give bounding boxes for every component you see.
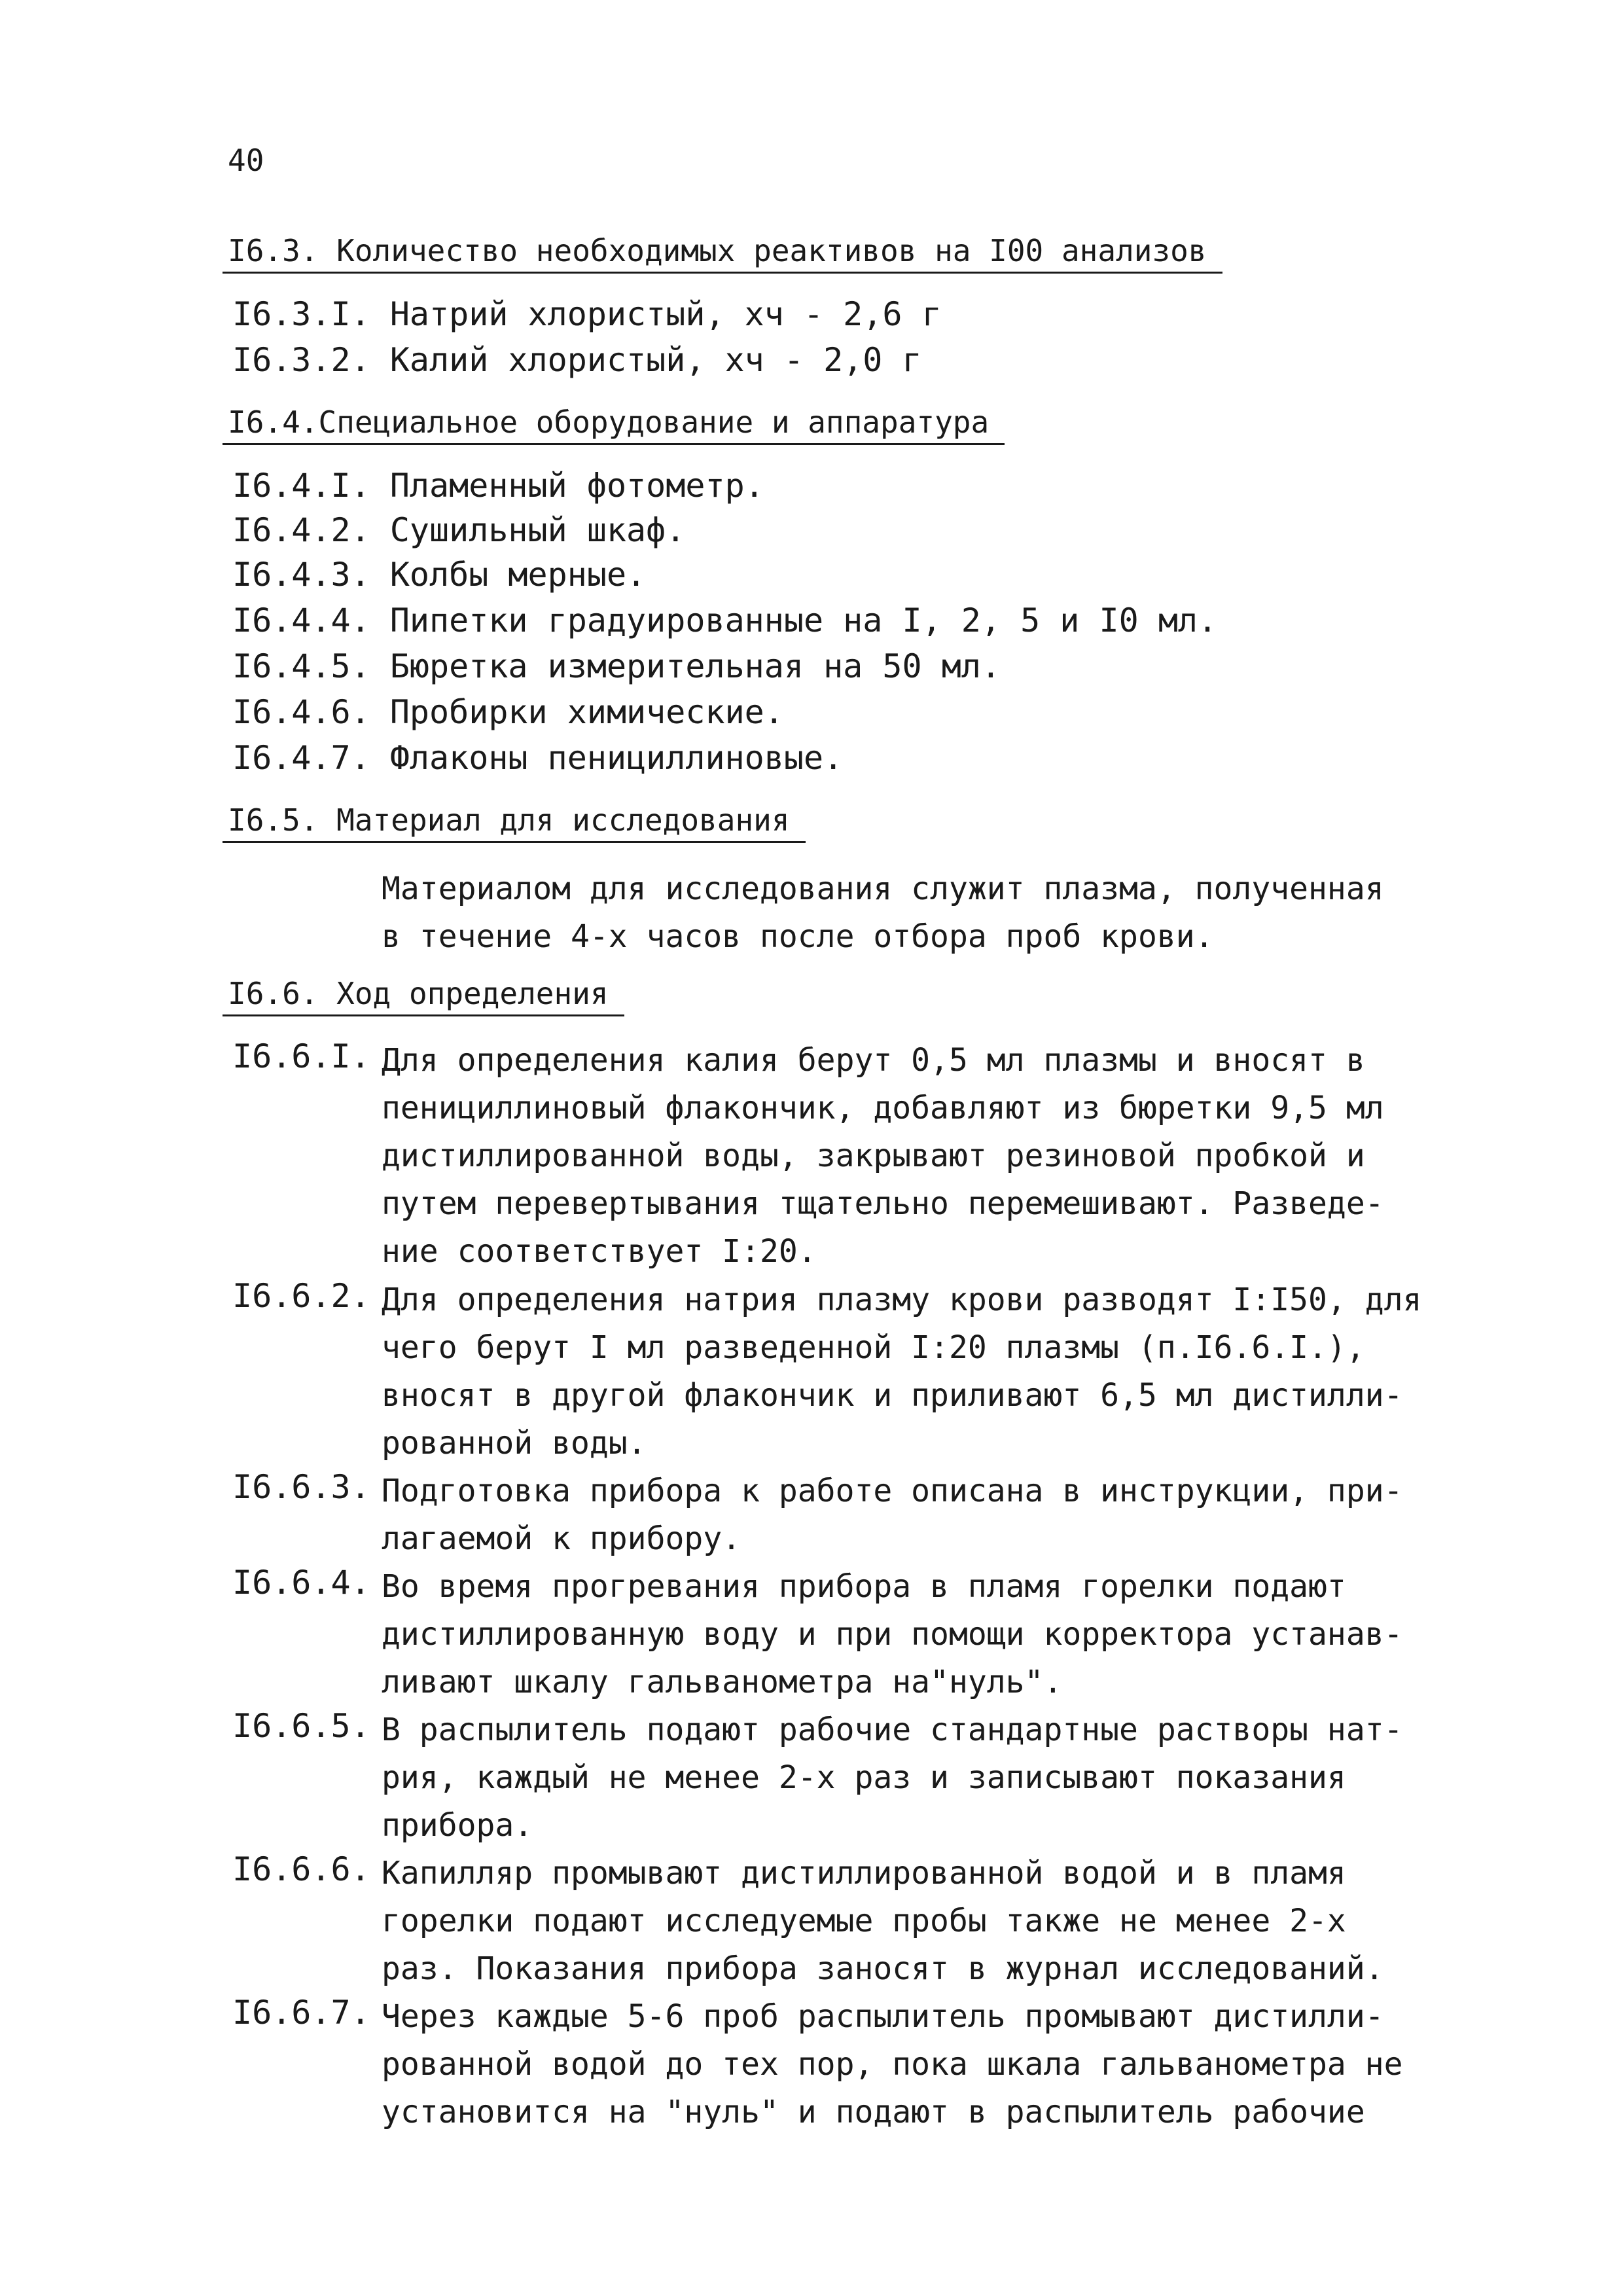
- item-number: I6.6.3.: [232, 1468, 370, 1506]
- item-line: рия, каждый не менее 2-х раз и записывают показания: [382, 1759, 1346, 1796]
- item-number: I6.6.7.: [232, 1994, 370, 2032]
- item-number: I6.6.5.: [232, 1707, 370, 1745]
- list-item: I6.4.2. Сушильный шкаф.: [232, 511, 686, 549]
- list-item: I6.3.I. Натрий хлористый, хч - 2,6 г: [232, 295, 942, 333]
- item-line: установится на "нуль" и подают в распылитель рабочие: [382, 2094, 1365, 2130]
- paragraph-line: в течение 4-х часов после отбора проб крови.: [382, 918, 1214, 955]
- item-line: горелки подают исследуемые пробы также не менее 2-х: [382, 1903, 1346, 1939]
- item-line: чего берут I мл разведенной I:20 плазмы (п.I6.6.I.),: [382, 1329, 1365, 1366]
- item-line: прибора.: [382, 1807, 533, 1844]
- item-line: Для определения калия берут 0,5 мл плазмы и вносят в: [382, 1042, 1365, 1079]
- list-item: I6.4.I. Пламенный фотометр.: [232, 467, 764, 505]
- paragraph-line: Материалом для исследования служит плазма, полученная: [382, 870, 1384, 907]
- item-line: В распылитель подают рабочие стандартные растворы нат-: [382, 1712, 1403, 1748]
- item-line: Через каждые 5-6 проб распылитель промывают дистилли-: [382, 1998, 1384, 2035]
- list-item: I6.4.7. Флаконы пенициллиновые.: [232, 739, 844, 777]
- item-line: путем перевертывания тщательно перемешивают. Разведе-: [382, 1185, 1384, 1222]
- page-number: 40: [228, 143, 264, 178]
- list-item: I6.4.5. Бюретка измерительная на 50 мл.: [232, 647, 1001, 685]
- list-item: I6.4.3. Колбы мерные.: [232, 556, 647, 594]
- item-number: I6.6.2.: [232, 1277, 370, 1315]
- item-line: рованной воды.: [382, 1425, 647, 1462]
- item-line: рованной водой до тех пор, пока шкала гальванометра не: [382, 2046, 1403, 2083]
- item-line: Подготовка прибора к работе описана в инструкции, при-: [382, 1473, 1403, 1509]
- item-line: дистиллированной воды, закрывают резиновой пробкой и: [382, 1138, 1365, 1174]
- section-heading-16-6: I6.6. Ход определения: [223, 975, 624, 1016]
- item-number: I6.6.I.: [232, 1037, 370, 1075]
- item-line: ние соответствует I:20.: [382, 1233, 817, 1270]
- item-number: I6.6.4.: [232, 1564, 370, 1602]
- list-item: I6.4.4. Пипетки градуированные на I, 2, 5 и I0 мл.: [232, 601, 1218, 639]
- list-item: I6.4.6. Пробирки химические.: [232, 693, 784, 731]
- item-line: раз. Показания прибора заносят в журнал исследований.: [382, 1950, 1384, 1987]
- item-line: лагаемой к прибору.: [382, 1520, 741, 1557]
- list-item: I6.3.2. Калий хлористый, хч - 2,0 г: [232, 341, 922, 379]
- item-number: I6.6.6.: [232, 1850, 370, 1888]
- item-line: вносят в другой флакончик и приливают 6,5 мл дистилли-: [382, 1377, 1403, 1414]
- section-heading-16-4: I6.4.Специальное оборудование и аппаратура: [223, 404, 1005, 445]
- section-heading-16-3: I6.3. Количество необходимых реактивов на I00 анализов: [223, 232, 1222, 274]
- item-line: Для определения натрия плазму крови разводят I:I50, для: [382, 1282, 1422, 1318]
- item-line: ливают шкалу гальванометра на"нуль".: [382, 1664, 1063, 1700]
- item-line: Во время прогревания прибора в пламя горелки подают: [382, 1568, 1346, 1605]
- section-heading-16-5: I6.5. Материал для исследования: [223, 802, 806, 843]
- item-line: пенициллиновый флакончик, добавляют из бюретки 9,5 мл: [382, 1090, 1384, 1126]
- item-line: Капилляр промывают дистиллированной водой и в пламя: [382, 1855, 1346, 1892]
- item-line: дистиллированную воду и при помощи корректора устанав-: [382, 1616, 1403, 1653]
